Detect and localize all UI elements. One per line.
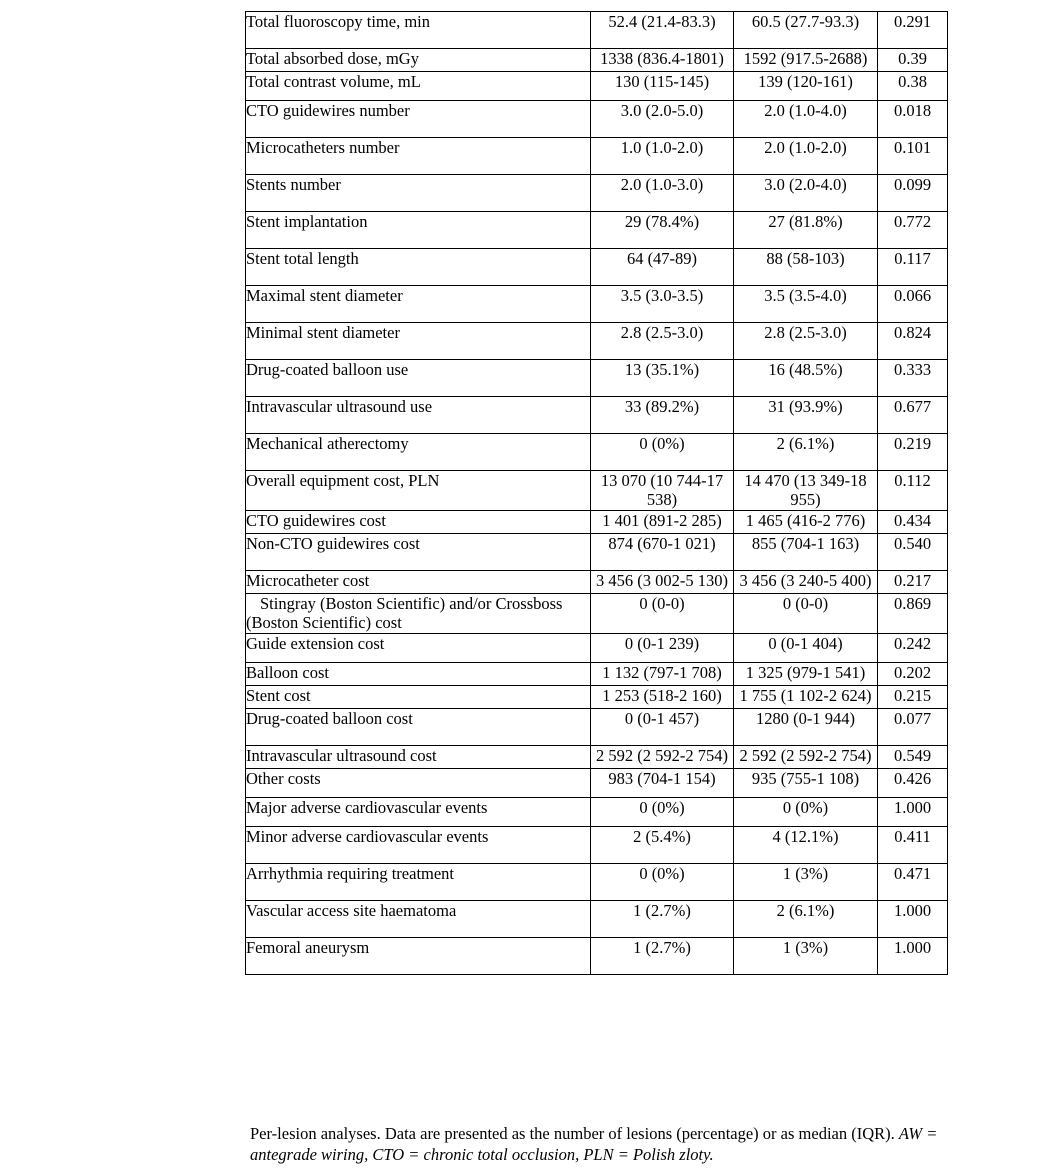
table-row (246, 570, 948, 593)
row-value-group-2: 14 470 (13 349-18 955) (734, 471, 878, 511)
table-row (246, 900, 948, 937)
row-p-value: 0.869 (878, 593, 948, 633)
row-value-group-2: 139 (120-161) (734, 72, 878, 101)
row-value-group-1: 33 (89.2%) (591, 397, 734, 434)
row-p-value: 0.824 (878, 323, 948, 360)
table-row (246, 471, 948, 511)
row-p-value: 0.772 (878, 212, 948, 249)
row-value-group-2: 2.8 (2.5-3.0) (734, 323, 878, 360)
row-value-group-1: 52.4 (21.4-83.3) (591, 12, 734, 49)
row-p-value: 0.434 (878, 510, 948, 533)
row-label: Minimal stent diameter (246, 323, 591, 360)
table-row (246, 685, 948, 708)
row-value-group-2: 1 325 (979-1 541) (734, 662, 878, 685)
table-row (246, 212, 948, 249)
table-body (246, 12, 948, 975)
row-value-group-1: 13 070 (10 744-17 538) (591, 471, 734, 511)
table-row (246, 72, 948, 101)
row-label: Stingray (Boston Scientific) and/or Crossboss (Boston Scientific) cost (246, 593, 591, 633)
table-row (246, 360, 948, 397)
row-value-group-1: 0 (0-0) (591, 593, 734, 633)
row-value-group-2: 0 (0-0) (734, 593, 878, 633)
row-value-group-2: 1280 (0-1 944) (734, 708, 878, 745)
row-value-group-1: 1 (2.7%) (591, 937, 734, 974)
row-value-group-2: 1 (3%) (734, 863, 878, 900)
row-value-group-2: 1592 (917.5-2688) (734, 49, 878, 72)
row-p-value: 0.202 (878, 662, 948, 685)
table-row (246, 937, 948, 974)
row-value-group-2: 1 755 (1 102-2 624) (734, 685, 878, 708)
table-row (246, 745, 948, 768)
table-row (246, 662, 948, 685)
row-value-group-1: 1338 (836.4-1801) (591, 49, 734, 72)
row-value-group-2: 27 (81.8%) (734, 212, 878, 249)
row-value-group-1: 1 (2.7%) (591, 900, 734, 937)
table-row (246, 863, 948, 900)
row-value-group-2: 3 456 (3 240-5 400) (734, 570, 878, 593)
footnote-abbreviations: AW = antegrade wiring, CTO = chronic total occlusion, PLN = Polish zloty. (250, 1124, 938, 1164)
row-value-group-1: 2 (5.4%) (591, 826, 734, 863)
row-label: Major adverse cardiovascular events (246, 797, 591, 826)
row-label: Total fluoroscopy time, min (246, 12, 591, 49)
row-label: Minor adverse cardiovascular events (246, 826, 591, 863)
row-value-group-1: 1.0 (1.0-2.0) (591, 138, 734, 175)
row-p-value: 0.112 (878, 471, 948, 511)
table-row (246, 593, 948, 633)
row-value-group-1: 0 (0%) (591, 863, 734, 900)
row-p-value: 0.217 (878, 570, 948, 593)
row-label: Non-CTO guidewires cost (246, 533, 591, 570)
row-p-value: 0.215 (878, 685, 948, 708)
row-value-group-1: 1 401 (891-2 285) (591, 510, 734, 533)
row-value-group-2: 2 592 (2 592-2 754) (734, 745, 878, 768)
row-p-value: 1.000 (878, 797, 948, 826)
row-p-value: 0.540 (878, 533, 948, 570)
table-row (246, 286, 948, 323)
row-value-group-1: 1 253 (518-2 160) (591, 685, 734, 708)
row-value-group-1: 64 (47-89) (591, 249, 734, 286)
row-label: Guide extension cost (246, 633, 591, 662)
row-label: Stent total length (246, 249, 591, 286)
row-label: Total absorbed dose, mGy (246, 49, 591, 72)
row-value-group-1: 29 (78.4%) (591, 212, 734, 249)
row-label: Stent implantation (246, 212, 591, 249)
row-p-value: 0.549 (878, 745, 948, 768)
row-value-group-1: 13 (35.1%) (591, 360, 734, 397)
row-label: Femoral aneurysm (246, 937, 591, 974)
row-p-value: 0.291 (878, 12, 948, 49)
row-label: Vascular access site haematoma (246, 900, 591, 937)
table-row (246, 708, 948, 745)
row-label: Overall equipment cost, PLN (246, 471, 591, 511)
row-p-value: 0.677 (878, 397, 948, 434)
row-p-value: 0.471 (878, 863, 948, 900)
table-row (246, 323, 948, 360)
row-value-group-1: 0 (0%) (591, 434, 734, 471)
row-value-group-2: 16 (48.5%) (734, 360, 878, 397)
results-table-container (245, 11, 943, 975)
row-label: Other costs (246, 768, 591, 797)
row-label: Intravascular ultrasound cost (246, 745, 591, 768)
table-row (246, 510, 948, 533)
row-p-value: 1.000 (878, 900, 948, 937)
row-p-value: 0.101 (878, 138, 948, 175)
row-value-group-2: 1 465 (416-2 776) (734, 510, 878, 533)
row-p-value: 0.426 (878, 768, 948, 797)
row-value-group-2: 3.0 (2.0-4.0) (734, 175, 878, 212)
row-p-value: 0.117 (878, 249, 948, 286)
row-label: CTO guidewires number (246, 101, 591, 138)
row-value-group-2: 0 (0%) (734, 797, 878, 826)
row-value-group-1: 3 456 (3 002-5 130) (591, 570, 734, 593)
row-label: Total contrast volume, mL (246, 72, 591, 101)
table-row (246, 12, 948, 49)
table-row (246, 175, 948, 212)
row-value-group-1: 3.5 (3.0-3.5) (591, 286, 734, 323)
row-value-group-1: 0 (0-1 457) (591, 708, 734, 745)
table-row (246, 397, 948, 434)
table-row (246, 49, 948, 72)
row-p-value: 1.000 (878, 937, 948, 974)
row-value-group-2: 60.5 (27.7-93.3) (734, 12, 878, 49)
row-label: Stent cost (246, 685, 591, 708)
row-p-value: 0.018 (878, 101, 948, 138)
table-row (246, 768, 948, 797)
row-value-group-1: 130 (115-145) (591, 72, 734, 101)
table-row (246, 434, 948, 471)
table-row (246, 533, 948, 570)
row-value-group-1: 2 592 (2 592-2 754) (591, 745, 734, 768)
row-label: Microcatheter cost (246, 570, 591, 593)
table-footnote (250, 1124, 942, 1166)
table-row (246, 249, 948, 286)
footnote-plain-text: Per-lesion analyses. Data are presented as the number of lesions (percentage) or as median (IQR). (250, 1124, 899, 1143)
row-value-group-1: 0 (0%) (591, 797, 734, 826)
row-value-group-2: 88 (58-103) (734, 249, 878, 286)
row-p-value: 0.38 (878, 72, 948, 101)
row-value-group-2: 2.0 (1.0-4.0) (734, 101, 878, 138)
row-label: Mechanical atherectomy (246, 434, 591, 471)
row-p-value: 0.066 (878, 286, 948, 323)
row-p-value: 0.219 (878, 434, 948, 471)
row-label: Stents number (246, 175, 591, 212)
row-value-group-2: 1 (3%) (734, 937, 878, 974)
row-label: Drug-coated balloon cost (246, 708, 591, 745)
row-p-value: 0.077 (878, 708, 948, 745)
row-label: Drug-coated balloon use (246, 360, 591, 397)
row-p-value: 0.099 (878, 175, 948, 212)
row-value-group-1: 2.0 (1.0-3.0) (591, 175, 734, 212)
row-label: CTO guidewires cost (246, 510, 591, 533)
row-label: Balloon cost (246, 662, 591, 685)
row-value-group-1: 0 (0-1 239) (591, 633, 734, 662)
row-label: Arrhythmia requiring treatment (246, 863, 591, 900)
row-value-group-2: 855 (704-1 163) (734, 533, 878, 570)
row-value-group-1: 3.0 (2.0-5.0) (591, 101, 734, 138)
row-value-group-1: 874 (670-1 021) (591, 533, 734, 570)
row-value-group-2: 31 (93.9%) (734, 397, 878, 434)
row-value-group-1: 983 (704-1 154) (591, 768, 734, 797)
row-p-value: 0.411 (878, 826, 948, 863)
row-label: Maximal stent diameter (246, 286, 591, 323)
row-p-value: 0.242 (878, 633, 948, 662)
row-value-group-2: 2.0 (1.0-2.0) (734, 138, 878, 175)
row-value-group-1: 2.8 (2.5-3.0) (591, 323, 734, 360)
row-label: Microcatheters number (246, 138, 591, 175)
row-p-value: 0.333 (878, 360, 948, 397)
row-value-group-2: 4 (12.1%) (734, 826, 878, 863)
row-value-group-2: 3.5 (3.5-4.0) (734, 286, 878, 323)
row-p-value: 0.39 (878, 49, 948, 72)
table-row (246, 797, 948, 826)
row-value-group-2: 2 (6.1%) (734, 434, 878, 471)
row-label: Intravascular ultrasound use (246, 397, 591, 434)
table-row (246, 826, 948, 863)
table-row (246, 138, 948, 175)
table-row (246, 101, 948, 138)
row-value-group-2: 0 (0-1 404) (734, 633, 878, 662)
table-row (246, 633, 948, 662)
row-value-group-2: 2 (6.1%) (734, 900, 878, 937)
row-value-group-2: 935 (755-1 108) (734, 768, 878, 797)
results-table (245, 11, 948, 975)
row-value-group-1: 1 132 (797-1 708) (591, 662, 734, 685)
